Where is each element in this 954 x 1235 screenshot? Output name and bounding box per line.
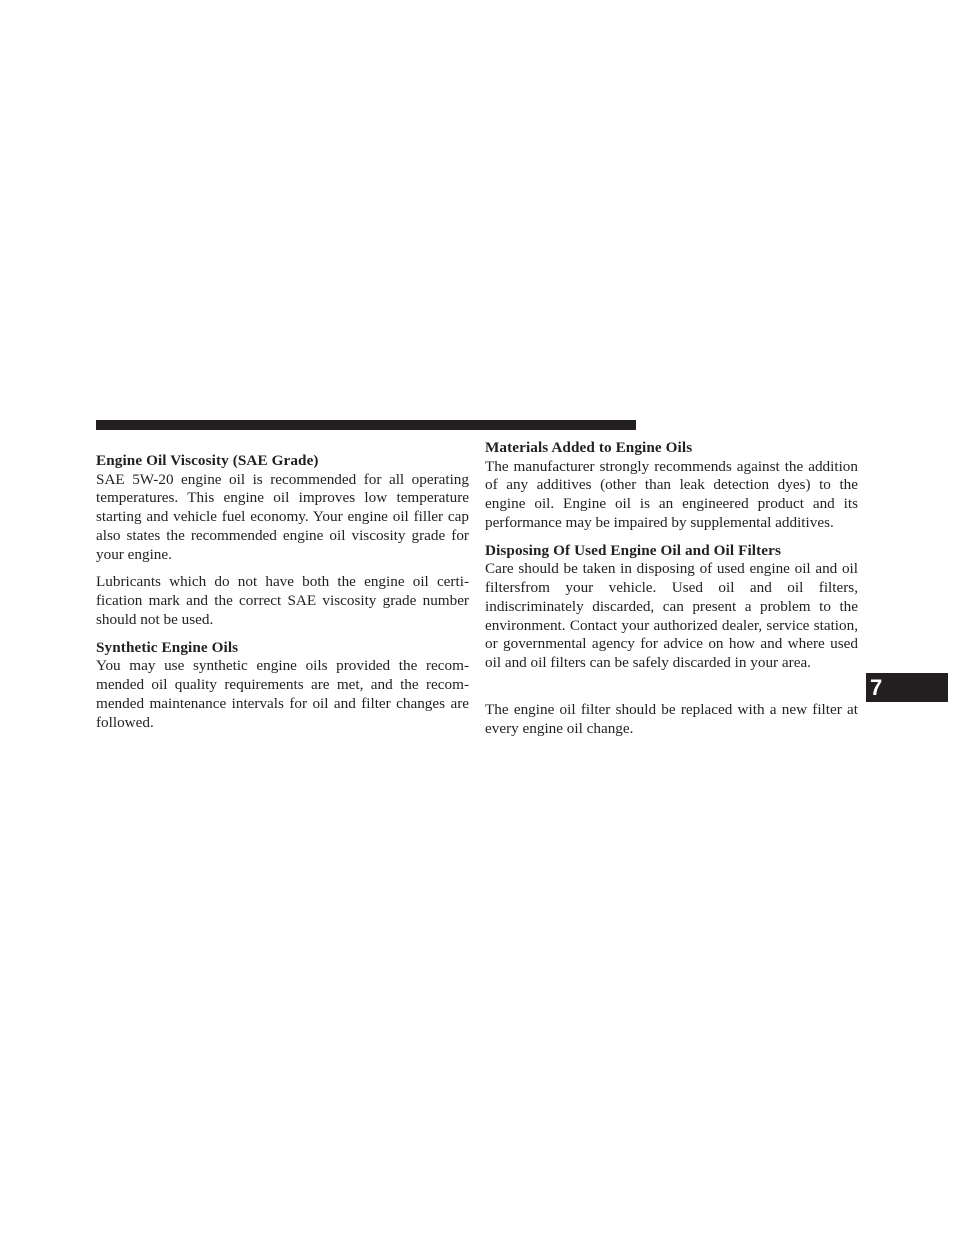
synthetic-paragraph: You may use synthetic engine oils provided the recommended oil quality requirements are met, and the recommended maintenance intervals for oil and filter changes are followed. [96, 657, 469, 731]
filter-paragraph: The engine oil filter should be replaced with a new filter at every engine oil change. [485, 700, 858, 737]
viscosity-heading: Engine Oil Viscosity (SAE Grade) [96, 452, 319, 469]
materials-heading: Materials Added to Engine Oils [485, 439, 693, 456]
materials-paragraph: The manufacturer strongly recommends against the addition of any additives (other than leak detection dyes) to the engine oil. Engine oil is an engineered product and its performance may be impaired by supplemental additives. [485, 457, 858, 531]
section-rule [96, 420, 636, 430]
left-column [96, 452, 469, 733]
viscosity-paragraph: SAE 5W-20 engine oil is recommended for all operating temperatures. This engine oil improves low temperature starting and vehicle fuel economy. Your engine oil filler cap also states the recommended engine oil viscosity grade for your engine. [96, 470, 469, 563]
disposing-paragraph: Care should be taken in disposing of used engine oil and oil filtersfrom your vehicle. Used oil and oil filters, indiscriminately discarded, can present a problem to the environment. Contact your authorized dealer, service station, or governmental agency for advice on how and where used oil and oil filters can be safely discarded in your area. [485, 560, 858, 672]
synthetic-heading: Synthetic Engine Oils [96, 638, 239, 656]
chapter-number: 7 [870, 675, 883, 700]
lubricants-paragraph: Lubricants which do not have both the engine oil certification mark and the correct SAE viscosity grade number should not be used. [96, 573, 469, 629]
right-column [485, 439, 858, 739]
disposing-heading: Disposing Of Used Engine Oil and Oil Filters [485, 541, 781, 559]
chapter-tab [866, 673, 948, 702]
